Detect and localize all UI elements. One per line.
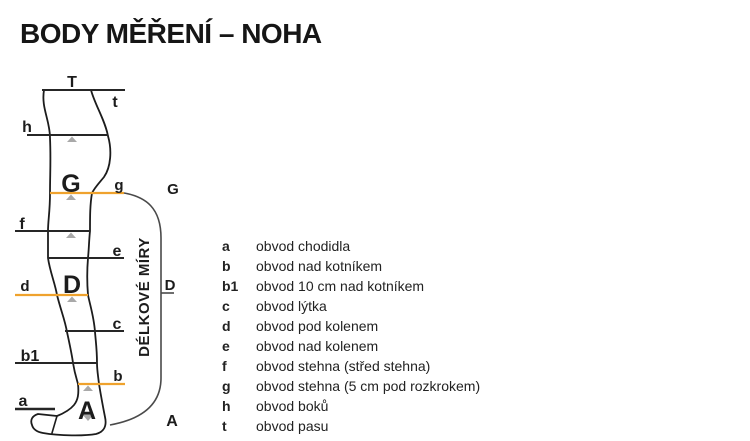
label-g-red: g xyxy=(114,177,124,194)
legend-label: obvod pod kolenem xyxy=(256,318,379,334)
legend-key: c xyxy=(222,298,230,314)
legend-key: g xyxy=(222,378,231,394)
legend-label: obvod boků xyxy=(256,398,329,414)
legend-row xyxy=(222,336,480,356)
legend-row xyxy=(222,396,480,416)
legend-label: obvod stehna (střed stehna) xyxy=(256,358,431,374)
label-G-big: G xyxy=(61,170,81,198)
bracket-label-D: D xyxy=(164,277,176,294)
legend-row xyxy=(222,376,480,396)
legend-row xyxy=(222,296,480,316)
legend-label: obvod stehna (5 cm pod rozkrokem) xyxy=(256,378,481,394)
length-measures-rotated-label: DÉLKOVÉ MÍRY xyxy=(136,237,153,357)
legend-label: obvod pasu xyxy=(256,418,329,434)
legend-key: b1 xyxy=(222,278,239,294)
legend-row xyxy=(222,416,480,436)
legend-row xyxy=(222,236,480,256)
legend-label: obvod chodidla xyxy=(256,238,351,254)
bracket-label-G: G xyxy=(167,181,179,198)
label-D-big: D xyxy=(62,271,82,299)
legend-row xyxy=(222,276,480,296)
label-f: f xyxy=(19,216,25,233)
point-labels xyxy=(19,74,124,425)
label-b1: b1 xyxy=(20,348,40,365)
label-T: T xyxy=(67,74,77,91)
legend-row xyxy=(222,316,480,336)
legend-label: obvod nad kolenem xyxy=(256,338,379,354)
legend-row xyxy=(222,356,480,376)
legend-label: obvod lýtka xyxy=(256,298,327,314)
legend-key: e xyxy=(222,338,230,354)
label-b-red: b xyxy=(113,368,123,385)
legend-row xyxy=(222,256,480,276)
legend-label: obvod nad kotníkem xyxy=(256,258,383,274)
legend-key: h xyxy=(222,398,231,414)
leg-measurement-diagram xyxy=(0,0,210,441)
legend-label: obvod 10 cm nad kotníkem xyxy=(256,278,425,294)
legend-key: t xyxy=(222,418,227,434)
label-A-big: A xyxy=(77,397,97,425)
label-c: c xyxy=(112,316,122,333)
legend-key: f xyxy=(222,358,227,374)
marker-up-f-icon xyxy=(66,233,76,239)
marker-up-b-icon xyxy=(83,386,93,392)
foot-toe-seam xyxy=(52,416,57,433)
label-e: e xyxy=(112,243,122,260)
legend-key: b xyxy=(222,258,231,274)
label-t: t xyxy=(112,94,118,111)
legend-key: d xyxy=(222,318,231,334)
legend-key: a xyxy=(222,238,230,254)
page-title: BODY MĚŘENÍ – NOHA xyxy=(20,18,322,49)
label-h: h xyxy=(22,119,32,136)
label-d-red: d xyxy=(20,278,30,295)
bracket-label-A: A xyxy=(166,413,178,430)
marker-up-h-icon xyxy=(67,137,77,143)
label-a: a xyxy=(18,393,28,410)
legend xyxy=(222,236,480,436)
